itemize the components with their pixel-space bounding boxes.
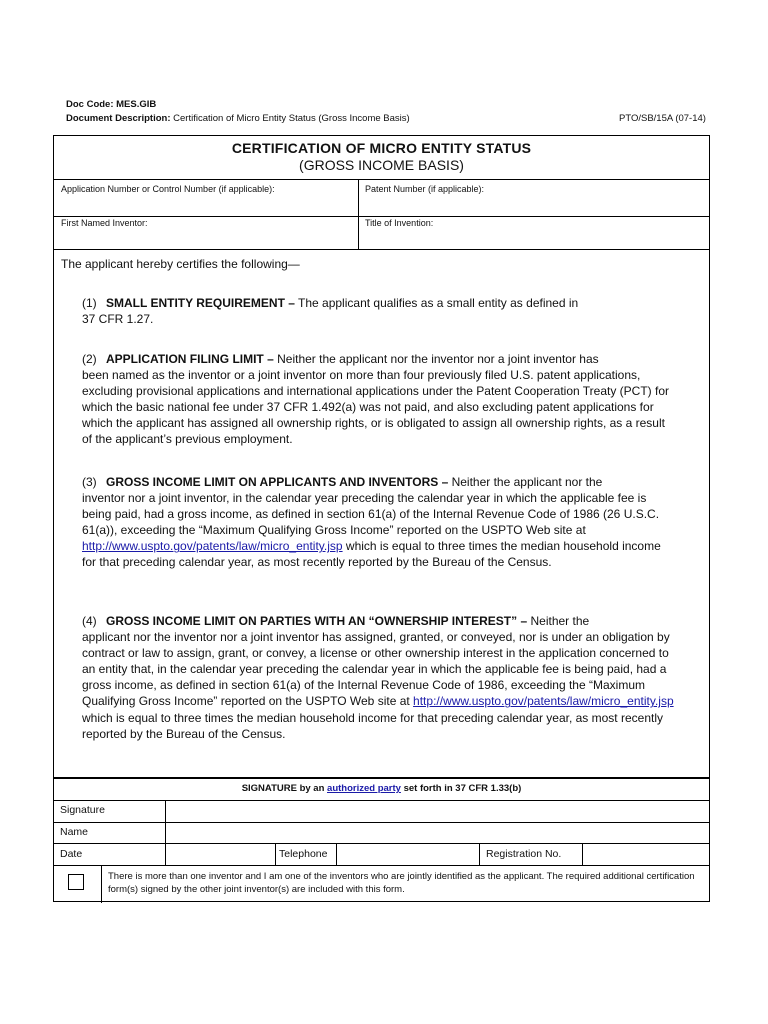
name-field[interactable] [166,823,709,842]
doc-code-value: MES.GIB [116,99,157,110]
divider [275,843,276,865]
form-title: CERTIFICATION OF MICRO ENTITY STATUS [231,140,532,156]
doc-description-line [66,112,410,126]
item-number: (3) [82,475,97,489]
title-of-invention-field[interactable]: Title of Invention: [365,218,434,228]
form-subtitle: (GROSS INCOME BASIS) [299,157,464,173]
item-heading: SMALL ENTITY REQUIREMENT – [106,296,295,310]
signature-header-prefix: SIGNATURE by an [241,783,328,794]
patent-number-field[interactable]: Patent Number (if applicable): [365,184,485,194]
divider [54,777,709,779]
first-named-inventor-field[interactable]: First Named Inventor: [61,218,148,228]
item-heading: APPLICATION FILING LIMIT – [106,352,274,366]
divider [479,843,480,865]
form-number: PTO/SB/15A (07-14) [619,113,706,124]
item-text: which is equal to three times the median household income for that preceding calendar year, as most recently reported by the Bureau of the Census. [82,710,663,741]
application-number-field[interactable]: Application Number or Control Number (if applicable): [61,184,275,194]
item-text: applicant nor the inventor nor a joint inventor has assigned, granted, or conveyed, nor is under an obligation by contract or law to assign, grant, or convey, a license or other ownership interest in the application concerned to an entity that, in the calendar year preceding the calendar year in which the applicable fee is being paid, had a gross income, as defined in section 61(a) of the Internal Revenue Code of 1986, exceeding the “Maximum Qualifying Gross Income” reported on the USPTO Web site at [82,630,670,709]
item-heading: GROSS INCOME LIMIT ON PARTIES WITH AN “OWNERSHIP INTEREST” – [106,614,528,628]
doc-code-label: Doc Code: [66,99,114,110]
item-text: Neither the applicant nor the inventor nor a joint inventor has [273,352,599,366]
joint-inventor-checkbox[interactable] [68,874,84,890]
signature-field[interactable] [166,801,709,821]
date-field[interactable] [166,844,274,864]
divider [358,179,359,249]
item-text: which is equal to three times the median household income for that preceding calendar year, as most recently reported by the Bureau of the Census. [82,539,661,570]
divider [54,179,709,180]
signature-section-header [54,783,709,794]
divider [101,865,102,903]
item-text: been named as the inventor or a joint inventor on more than four previously filed U.S. patent applications, excluding provisional applications and international applications under the Patent Cooperation Treaty (PCT) for which the basic national fee under 37 CFR 1.492(a) was not paid, and also excluding patent applications for which the applicant has assigned all ownership rights, or is obligated to assign all ownership rights, as a result of the applicant’s previous employment. [82,368,670,447]
intro-text: The applicant hereby certifies the following— [61,257,300,271]
joint-inventor-note: There is more than one inventor and I am one of the inventors who are jointly identified as the applicant. The required additional certification form(s) signed by the other joint inventor(s) are included with this form. [108,871,695,895]
signature-label: Signature [60,804,105,816]
item-number: (1) [82,296,97,310]
doc-description-label: Document Description: [66,113,171,124]
item-text: Neither the [527,614,590,628]
certification-form [53,135,710,902]
item-text: Neither the applicant nor the [448,475,603,489]
registration-number-field[interactable] [583,844,709,864]
item-number: (2) [82,352,97,366]
divider [54,865,709,866]
micro-entity-link[interactable]: http://www.uspto.gov/patents/law/micro_entity.jsp [413,694,674,709]
form-title-block [54,140,709,173]
telephone-field[interactable] [337,844,478,864]
name-label: Name [60,826,89,838]
signature-header-suffix: set forth in 37 CFR 1.33(b) [400,783,522,794]
divider [54,216,709,217]
item-text: The applicant qualifies as a small entity as defined in [294,296,579,310]
item-text: 37 CFR 1.27. [82,312,154,327]
authorized-party-link[interactable]: authorized party [327,783,401,794]
date-label: Date [60,848,83,860]
registration-number-label: Registration No. [486,848,562,860]
telephone-label: Telephone [279,848,328,860]
item-heading: GROSS INCOME LIMIT ON APPLICANTS AND INVENTORS – [106,475,449,489]
item-number: (4) [82,614,97,628]
document-header [66,98,410,126]
item-text: inventor nor a joint inventor, in the calendar year preceding the calendar year in which the applicable fee is being paid, had a gross income, as defined in section 61(a) of the Internal Revenue Code of 1986 (26 U.S.C. 61(a)), exceeding the “Maximum Qualifying Gross Income” reported on the USPTO Web site at [82,491,660,538]
doc-description-value: Certification of Micro Entity Status (Gross Income Basis) [173,113,410,124]
doc-code-line [66,98,410,112]
divider [54,249,709,250]
micro-entity-link[interactable]: http://www.uspto.gov/patents/law/micro_entity.jsp [82,539,343,554]
